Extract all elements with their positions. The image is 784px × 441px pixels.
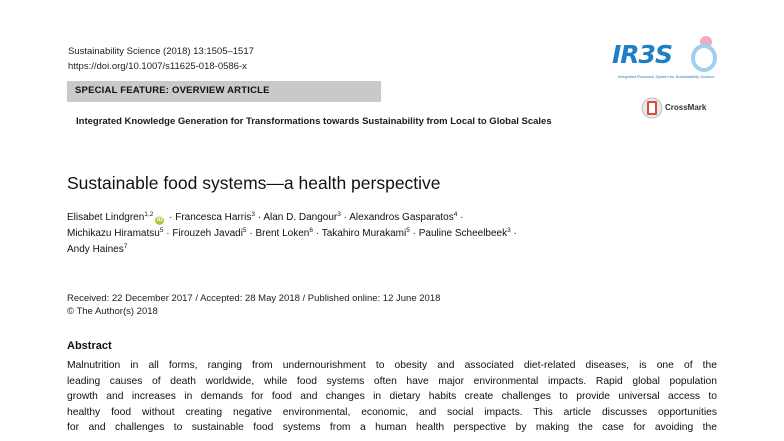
author-name[interactable]: Takahiro Murakami	[321, 228, 407, 239]
abstract-line: leading causes of death worldwide, while food systems often have major environmental impacts. Rapid global population	[67, 375, 717, 387]
author-affiliation: 3	[507, 227, 511, 234]
author-affiliation: 5	[159, 227, 164, 234]
dates-line: Received: 22 December 2017 / Accepted: 28 May 2018 / Published online: 12 June 2018	[67, 293, 441, 304]
author-name[interactable]: Alexandros Gasparatos	[349, 212, 454, 223]
logo-figure-icon	[690, 34, 718, 72]
orcid-icon[interactable]: iD	[156, 217, 163, 223]
logo-subtitle: Integrated Research System for Sustainability Science	[618, 74, 715, 79]
journal-citation: Sustainability Science (2018) 13:1505–1517	[68, 46, 254, 57]
author-affiliation: 1,2	[144, 211, 154, 218]
abstract-line: growth and increases in demands for food and changes in dietary habits create challenges to provide universal access to	[67, 391, 717, 402]
author-name[interactable]: Brent Loken	[255, 228, 310, 239]
author-affiliation: 7	[123, 243, 128, 250]
crossmark-icon	[641, 96, 663, 120]
author-name[interactable]: Pauline Scheelbeek	[418, 228, 508, 239]
abstract-heading: Abstract	[67, 340, 112, 352]
abstract-body	[67, 358, 717, 436]
author-name[interactable]: Elisabet Lindgren	[67, 212, 145, 223]
article-doi[interactable]: https://doi.org/10.1007/s11625-018-0586-x	[68, 61, 247, 72]
author-affiliation: 4	[453, 211, 458, 218]
copyright-line: © The Author(s) 2018	[67, 306, 158, 317]
author-affiliation: 5	[242, 227, 247, 234]
author-affiliation: 3	[251, 211, 255, 218]
author-name[interactable]: Michikazu Hiramatsu	[67, 228, 160, 239]
logo-text: IR3S	[612, 40, 672, 69]
author-name[interactable]: Andy Haines	[67, 244, 124, 255]
author-affiliation: 3	[337, 211, 341, 218]
crossmark-label: CrossMark	[665, 103, 707, 112]
feature-title: Integrated Knowledge Generation for Transformations towards Sustainability from Local to Global Scales	[76, 116, 552, 127]
section-banner-label: SPECIAL FEATURE: OVERVIEW ARTICLE	[75, 85, 270, 96]
abstract-line: Malnutrition in all forms, ranging from undernourishment to obesity and associated diet-related diseases, is one of the	[67, 360, 717, 371]
ir3s-logo	[612, 34, 720, 86]
author-affiliation: 5	[406, 227, 410, 234]
abstract-line: healthy food without creating negative environmental, economic, and social impacts. This article discusses opportunities	[67, 406, 717, 418]
journal-header	[68, 44, 254, 74]
author-list: Elisabet Lindgren$^{1,2}$iD · Francesca Harris$^3$ · Alan D. Dangour$^3$ · Alexandros Gasparatos$^4$ · Michikazu Hiramatsu$^5$ · Firouzeh Javadi$^5$ · Brent Loken$^6$ · Takahiro Murakami$^5$ · Pauline Scheelbeek$^3$ · Andy Haines$^7$	[67, 211, 517, 255]
article-title: Sustainable food systems—a health perspective	[67, 173, 441, 193]
abstract-line: for and challenges to sustainable food systems from a human health perspective by making the case for avoiding the	[67, 422, 717, 433]
author-name[interactable]: Alan D. Dangour	[263, 212, 338, 223]
author-affiliation: 6	[309, 227, 313, 234]
publication-dates	[67, 292, 440, 318]
section-banner	[67, 81, 381, 102]
author-name[interactable]: Firouzeh Javadi	[172, 228, 243, 239]
author-name[interactable]: Francesca Harris	[175, 212, 252, 223]
